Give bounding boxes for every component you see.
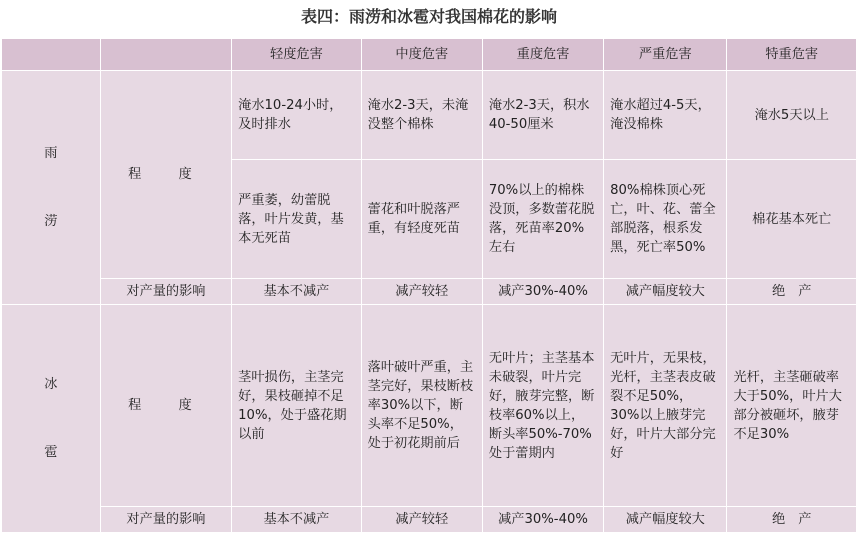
table-cell: 减产30%-40%	[482, 279, 603, 305]
category-char: 冰	[44, 376, 58, 392]
table-cell: 棉花基本死亡	[727, 160, 857, 279]
table-cell: 减产幅度较大	[604, 279, 727, 305]
table-cell: 淹水2-3天，积水40-50厘米	[482, 71, 603, 160]
row-label-yield: 对产量的影响	[100, 507, 232, 533]
header-cell: 重度危害	[482, 39, 603, 71]
table-cell: 淹水2-3天，未淹没整个棉株	[361, 71, 482, 160]
row-label-degree: 程 度	[100, 305, 232, 507]
table-cell: 绝 产	[727, 507, 857, 533]
table-cell: 绝 产	[727, 279, 857, 305]
category-char: 雹	[44, 444, 58, 460]
table-cell: 淹水超过4-5天，淹没棉株	[604, 71, 727, 160]
header-cell: 特重危害	[727, 39, 857, 71]
header-row	[2, 39, 857, 71]
table-cell: 茎叶损伤，主茎完好，果枝砸掉不足10%，处于盛花期以前	[232, 305, 361, 507]
table-cell: 减产30%-40%	[482, 507, 603, 533]
table-cell: 无叶片，无果枝，光杆，主茎表皮破裂不足50%，30%以上腋芽完好，叶片大部分完好	[604, 305, 727, 507]
table-cell: 70%以上的棉株没顶，多数蕾花脱落，死苗率20%左右	[482, 160, 603, 279]
header-cell: 严重危害	[604, 39, 727, 71]
table-cell: 严重萎，幼蕾脱落，叶片发黄，基本无死苗	[232, 160, 361, 279]
header-cell	[100, 39, 232, 71]
table-row	[2, 507, 857, 533]
table-row	[2, 305, 857, 507]
table-cell: 淹水10-24小时，及时排水	[232, 71, 361, 160]
row-label-degree: 程 度	[100, 71, 232, 279]
table-cell: 蕾花和叶脱落严重，有轻度死苗	[361, 160, 482, 279]
table-cell: 减产较轻	[361, 279, 482, 305]
table-cell: 基本不减产	[232, 279, 361, 305]
category-char: 涝	[44, 213, 58, 229]
page-title: 表四：雨涝和冰雹对我国棉花的影响	[300, 7, 557, 26]
table-row	[2, 279, 857, 305]
table-cell: 基本不减产	[232, 507, 361, 533]
header-cell: 轻度危害	[232, 39, 361, 71]
table-cell: 减产幅度较大	[604, 507, 727, 533]
table-row	[2, 71, 857, 160]
impact-table	[1, 38, 857, 533]
table-cell: 80%棉株顶心死亡，叶、花、蕾全部脱落，根系发黑，死亡率50%	[604, 160, 727, 279]
category-cell-hail	[2, 305, 101, 533]
table-cell: 光杆，主茎砸破率大于50%，叶片大部分被砸坏，腋芽不足30%	[727, 305, 857, 507]
header-cell	[2, 39, 101, 71]
table-cell: 无叶片；主茎基本未破裂，叶片完好，腋芽完整，断枝率60%以上，断头率50%-70%处于蕾期内	[482, 305, 603, 507]
category-char: 雨	[44, 145, 58, 161]
header-cell: 中度危害	[361, 39, 482, 71]
table-cell: 落叶破叶严重，主茎完好，果枝断枝率30%以下，断头率不足50%，处于初花期前后	[361, 305, 482, 507]
category-cell-rainlogging	[2, 71, 101, 305]
table-cell: 淹水5天以上	[727, 71, 857, 160]
table-cell: 减产较轻	[361, 507, 482, 533]
row-label-yield: 对产量的影响	[100, 279, 232, 305]
